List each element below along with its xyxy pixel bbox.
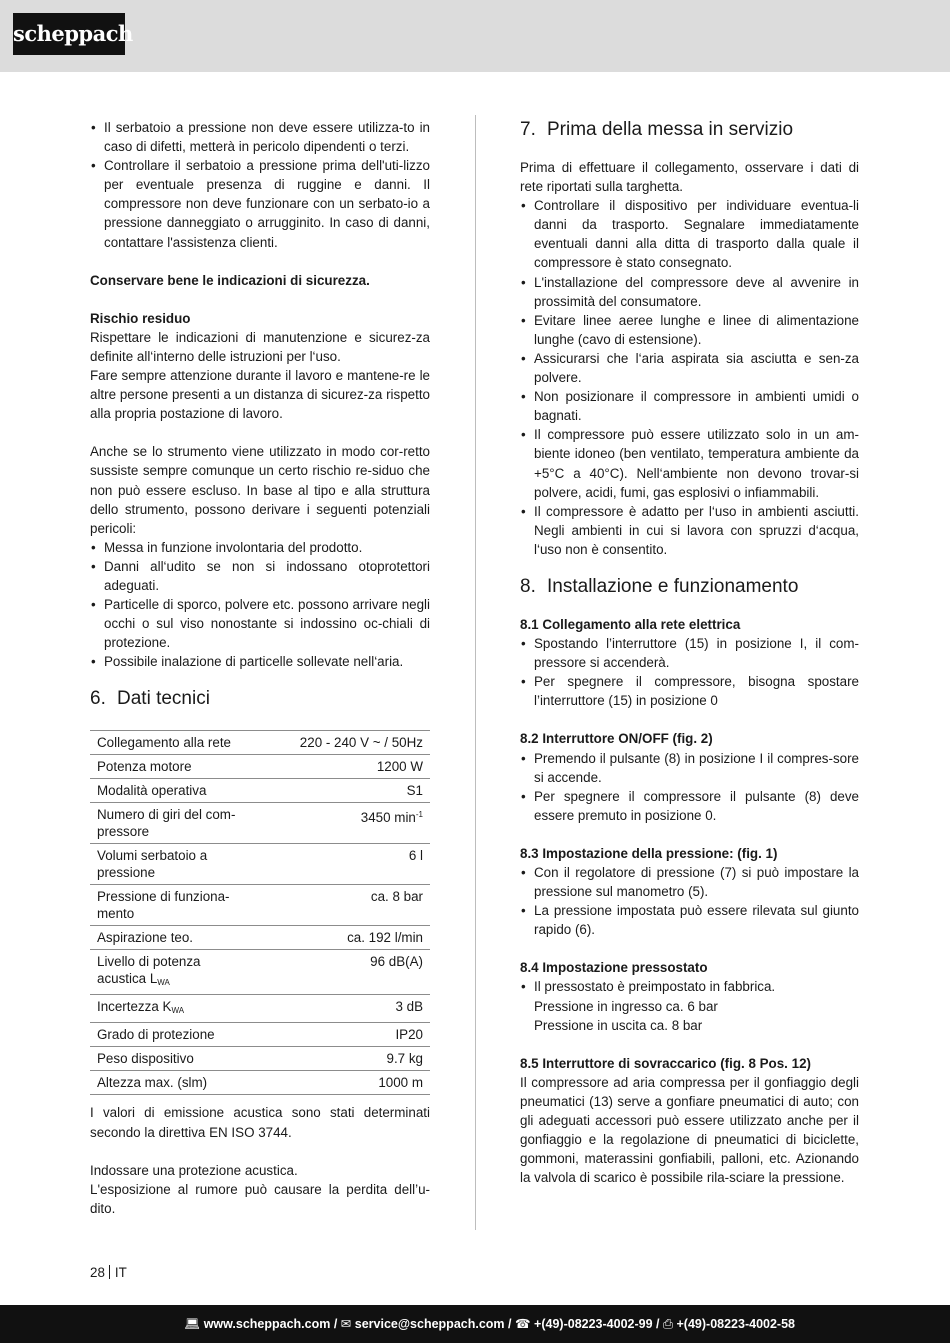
table-row: Grado di protezione IP20 (90, 1023, 430, 1047)
hearing-protection-1: Indossare una protezione acustica. (90, 1162, 298, 1178)
list-item: • Controllare il dispositivo per individuare eventua-li danni da trasporto. Segnalare immediatamente eventuali danni alla ditta di trasporto dalla quale il compressore è stato consegnato. (520, 196, 859, 272)
table-row: Pressione di funziona-mento ca. 8 bar (90, 885, 430, 926)
list-item: • Particelle di sporco, polvere etc. possono arrivare negli occhi o sul viso nonostante si indossino oc-chiali di protezione. (90, 595, 430, 652)
table-row: Aspirazione teo. ca. 192 l/min (90, 926, 430, 950)
right-column (520, 118, 859, 1187)
list-item: • Premendo il pulsante (8) in posizione I il compres-sore si accende. (520, 749, 859, 787)
subsection-8-1-list (520, 634, 859, 710)
phone-icon: ☎︎ (514, 1317, 531, 1331)
mail-icon: ✉︎ (340, 1317, 352, 1331)
list-item: • Per spegnere il compressore, bisogna spostare l’interruttore (15) in posizione 0 (520, 672, 859, 710)
email-link[interactable]: service@scheppach.com (354, 1317, 505, 1331)
table-row: Collegamento alla rete 220 - 240 V ~ / 50Hz (90, 731, 430, 755)
table-row: Volumi serbatoio a pressione 6 l (90, 844, 430, 885)
list-item: • Il pressostato è preimpostato in fabbrica. (520, 977, 859, 996)
fax-icon: ⎙ (663, 1317, 674, 1331)
list-item: • Danni all‘udito se non si indossano otoprotettori adeguati. (90, 557, 430, 595)
table-row: Livello di potenza acustica LWA 96 dB(A) (90, 950, 430, 995)
list-item: • Possibile inalazione di particelle sollevate nell‘aria. (90, 652, 430, 671)
keep-safety-note: Conservare bene le indicazioni di sicurezza. (90, 272, 370, 288)
section-6-heading: 6. Dati tecnici (90, 688, 210, 710)
subsection-8-5-title: 8.5 Interruttore di sovraccarico (fig. 8 Pos. 12) (520, 1055, 811, 1071)
table-row: Peso dispositivo 9.7 kg (90, 1047, 430, 1071)
residual-paragraph-2: Fare sempre attenzione durante il lavoro e mantene-re le altre persone presenti a un distanza di sicurez-za rispetto alla propria postazione di lavoro. (90, 368, 430, 422)
subsection-8-3-list (520, 863, 859, 939)
list-item: • L'installazione del compressore deve al avvenire in prossimità del consumatore. (520, 273, 859, 311)
page-number: 28 IT (90, 1265, 127, 1280)
section-8-heading: 8. Installazione e funzionamento (520, 575, 799, 597)
list-item: • Il compressore è adatto per l‘uso in ambienti asciutti. Negli ambienti in cui si lavora con spruzzi d‘acqua, l‘uso non è consentito. (520, 502, 859, 559)
subsection-8-4-list (520, 977, 859, 996)
tank-warnings-list (90, 118, 430, 252)
page-header (0, 0, 950, 72)
list-item: • Evitare linee aeree lunghe e linee di alimentazione lunghe (cavo di estensione). (520, 311, 859, 349)
list-item: • Messa in funzione involontaria del prodotto. (90, 538, 430, 557)
subsection-8-2-list (520, 749, 859, 825)
list-item: • Non posizionare il compressore in ambienti umidi o bagnati. (520, 387, 859, 425)
subsection-8-1-title: 8.1 Collegamento alla rete elettrica (520, 616, 741, 632)
list-item: • La pressione impostata può essere rilevata sul giunto rapido (6). (520, 901, 859, 939)
hearing-protection-2: L'esposizione al rumore può causare la perdita dell’u-dito. (90, 1181, 430, 1216)
list-item: • Controllare il serbatoio a pressione prima dell'uti-lizzo per eventuale presenza di ruggine e danni. Il compressore non deve funzionare con un serbato-io a pressione danneggiato o arrugginito. In caso di danni, contattare l'assistenza clienti. (90, 156, 430, 251)
residual-risk-title: Rischio residuo (90, 310, 191, 326)
emission-note: I valori di emissione acustica sono stati determinati secondo la direttiva EN ISO 3744. (90, 1105, 430, 1140)
table-row: Incertezza KWA 3 dB (90, 995, 430, 1023)
residual-paragraph-3: Anche se lo strumento viene utilizzato in modo cor-retto sussiste sempre comunque un certo rischio re-siduo che non può essere escluso. In base al tipo e alla struttura dello strumento, possono derivare i seguenti potenziali pericoli: (90, 444, 430, 536)
page-footer: 💻︎ www.scheppach.com / ✉︎ service@scheppach.com / ☎︎ +(49)-08223-4002-99 / ⎙ +(49)-08223-4002-58 (0, 1305, 950, 1343)
website-link[interactable]: www.scheppach.com (203, 1317, 331, 1331)
list-item: • Il compressore può essere utilizzato solo in un am-biente idoneo (ben ventilato, temperatura ambiente da +5°C a 40°C). Nell‘ambiente non devono trovar-si polvere, acidi, fumi, gas esplosivi o infiammabili. (520, 425, 859, 501)
subsection-8-4-title: 8.4 Impostazione pressostato (520, 960, 708, 976)
list-item: • Il serbatoio a pressione non deve essere utilizza-to in caso di difetti, metterà in pericolo dipendenti o terzi. (90, 118, 430, 156)
list-item: • Per spegnere il compressore il pulsante (8) deve essere premuto in posizione 0. (520, 787, 859, 825)
list-item: • Spostando l’interruttore (15) in posizione I, il com-pressore si accenderà. (520, 634, 859, 672)
column-divider (475, 115, 476, 1230)
computer-icon: 💻︎ (184, 1317, 201, 1331)
residual-paragraph-1: Rispettare le indicazioni di manutenzione e sicurez-za definite all‘interno delle istruzioni per l‘uso. (90, 329, 430, 364)
subsection-8-2-title: 8.2 Interruttore ON/OFF (fig. 2) (520, 731, 713, 747)
section-7-heading: 7. Prima della messa in servizio (520, 119, 794, 140)
phone-number: +(49)-08223-4002-99 (534, 1317, 653, 1331)
section-7-intro: Prima di effettuare il collegamento, osservare i dati di rete riportati sulla targhetta. (520, 160, 859, 195)
left-column (90, 118, 430, 1218)
table-row: Modalità operativa S1 (90, 779, 430, 803)
subsection-8-5-text: Il compressore ad aria compressa per il gonfiaggio degli pneumatici (13) serve a gonfiare pneumatici di auto; con gli adeguati accessori può essere utilizzato anche per il gonfiaggio e la regolazione di pneumatici di biciclette, gommoni, materassini gonfiabili, palloni, etc. Azionando la valvola di scarico è possibile rila-sciare la pressione. (520, 1074, 859, 1186)
section-7-list (520, 196, 859, 559)
table-row: Potenza motore 1200 W (90, 755, 430, 779)
outlet-pressure-line: Pressione in uscita ca. 8 bar (534, 1017, 703, 1033)
table-row: Altezza max. (slm) 1000 m (90, 1071, 430, 1095)
inlet-pressure-line: Pressione in ingresso ca. 6 bar (534, 998, 718, 1014)
list-item: • Assicurarsi che l‘aria aspirata sia asciutta e sen-za polvere. (520, 349, 859, 387)
fax-number: +(49)-08223-4002-58 (676, 1317, 795, 1331)
table-row: Numero di giri del com-pressore 3450 $\min^{-1}$ (90, 803, 430, 844)
subsection-8-3-title: 8.3 Impostazione della pressione: (fig. 1) (520, 845, 778, 861)
risk-list (90, 538, 430, 672)
tech-data-table (90, 730, 430, 1095)
scheppach-logo: scheppach (13, 13, 125, 55)
list-item: • Con il regolatore di pressione (7) si può impostare la pressione sul manometro (5). (520, 863, 859, 901)
